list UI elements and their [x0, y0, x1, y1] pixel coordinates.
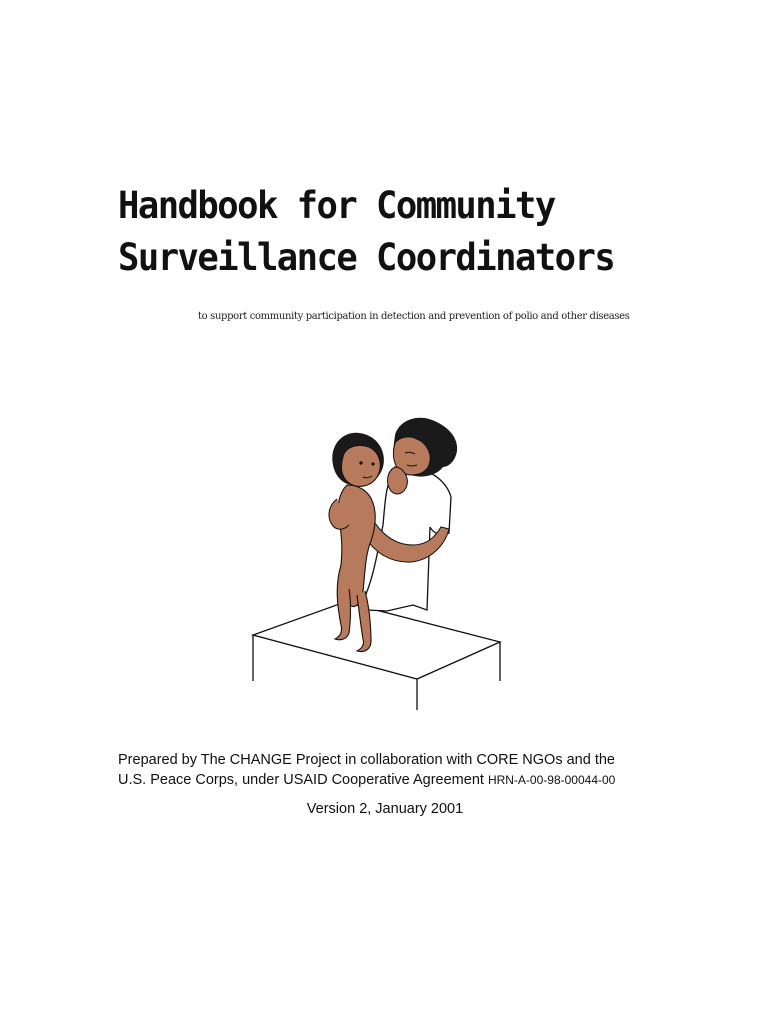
prepared-by-statement [118, 750, 658, 790]
prepared-by-line-2-text: U.S. Peace Corps, under USAID Cooperative Agreement [118, 772, 484, 788]
title-line-2: Surveillance Coordinators [118, 236, 615, 279]
health-worker-holding-child-illustration [245, 405, 510, 715]
prepared-by-line-2 [118, 770, 658, 790]
title-line-1: Handbook for Community [118, 184, 555, 227]
version-date: Version 2, January 2001 [306, 801, 464, 817]
document-subtitle: to support community participation in detection and prevention of polio and other diseases [198, 311, 630, 322]
adult-head [393, 418, 457, 477]
examination-table [253, 602, 500, 710]
document-title [118, 180, 614, 284]
prepared-by-line-1: Prepared by The CHANGE Project in collaboration with CORE NGOs and the [118, 752, 615, 768]
agreement-number: HRN-A-00-98-00044-00 [487, 773, 616, 787]
